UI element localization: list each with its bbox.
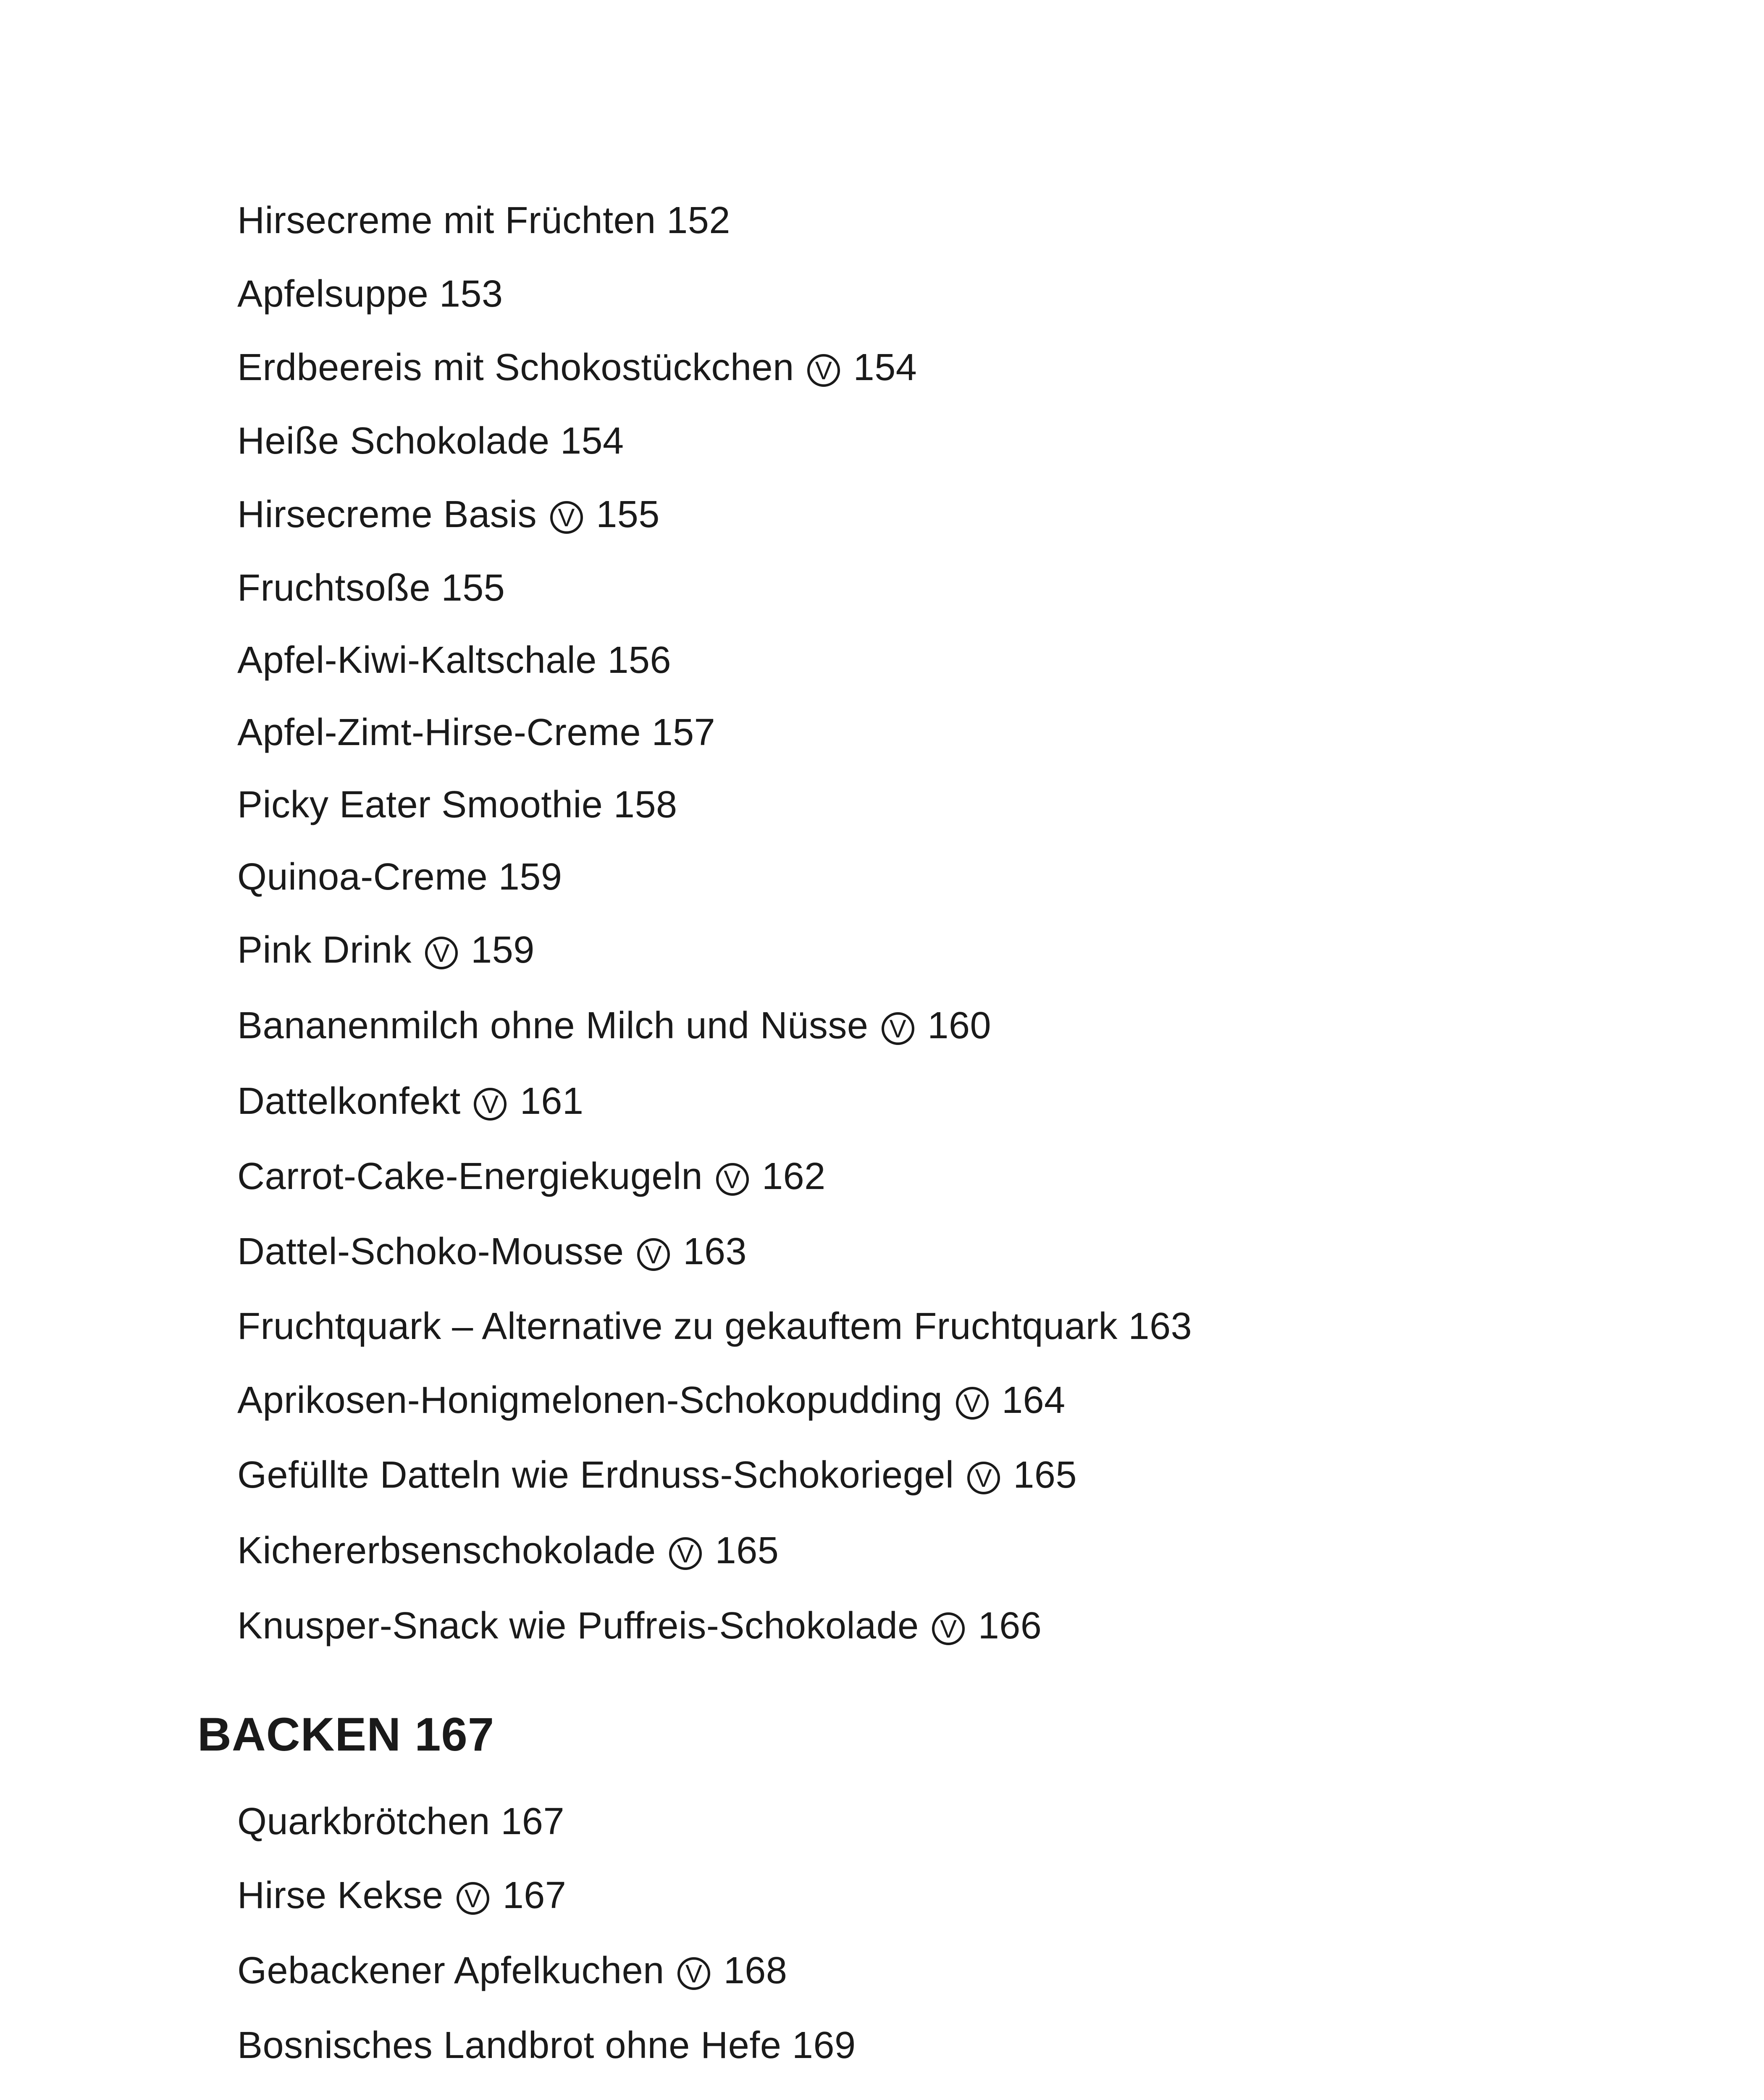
entry-title: Heiße Schokolade — [237, 420, 550, 462]
entry-title: Gebackener Apfelkuchen — [237, 1950, 664, 1992]
entry-title: Dattel-Schoko-Mousse — [237, 1231, 624, 1273]
entry-page-number: 163 — [683, 1231, 747, 1273]
vegan-icon: V — [956, 1387, 989, 1420]
entry-page-number: 153 — [439, 273, 503, 315]
toc-entry — [237, 782, 677, 828]
entry-page-number: 155 — [441, 567, 505, 609]
toc-entry — [237, 491, 660, 538]
toc-entry — [237, 344, 917, 391]
entry-title: Fruchtsoße — [237, 567, 431, 609]
entry-title: Aprikosen-Honigmelonen-Schokopudding — [237, 1379, 943, 1421]
vegan-icon: V — [669, 1537, 702, 1570]
toc-entry — [237, 2022, 856, 2068]
vegan-icon: V — [677, 1957, 710, 1990]
entry-page-number: 165 — [1013, 1454, 1077, 1496]
entry-page-number: 164 — [1002, 1379, 1066, 1421]
entry-title: Bananenmilch ohne Milch und Nüsse — [237, 1005, 869, 1047]
entry-title: Hirse Kekse — [237, 1874, 444, 1916]
vegan-icon: V — [807, 354, 840, 387]
toc-entry — [237, 854, 562, 900]
toc-entry — [237, 1452, 1077, 1498]
vegan-icon: V — [457, 1882, 489, 1915]
entry-page-number: 169 — [792, 2024, 856, 2066]
entry-page-number: 159 — [498, 856, 562, 898]
entry-page-number: 157 — [651, 711, 716, 753]
entry-title: Picky Eater Smoothie — [237, 784, 603, 826]
entry-page-number: 167 — [501, 1801, 565, 1843]
section-heading-backen — [197, 1707, 494, 1762]
toc-entry — [237, 709, 715, 756]
toc-entry — [237, 1948, 787, 1994]
entry-page-number: 152 — [667, 200, 730, 242]
entry-title: Carrot-Cake-Energiekugeln — [237, 1155, 703, 1197]
entry-title: Erdbeereis mit Schokostückchen — [237, 346, 794, 388]
section-title: BACKEN — [197, 1708, 402, 1761]
entry-title: Apfel-Kiwi-Kaltschale — [237, 639, 597, 681]
toc-entry — [237, 637, 671, 683]
toc-entry — [237, 1377, 1066, 1423]
toc-entry — [237, 1528, 779, 1574]
entry-page-number: 154 — [560, 420, 624, 462]
entry-page-number: 165 — [715, 1530, 779, 1572]
entry-title: Fruchtquark – Alternative zu gekauftem Fruchtquark — [237, 1305, 1118, 1347]
entry-page-number: 154 — [853, 346, 917, 388]
toc-entry — [237, 927, 535, 973]
entry-title: Quarkbrötchen — [237, 1801, 490, 1843]
entry-title: Dattelkonfekt — [237, 1080, 461, 1122]
toc-entry — [237, 1228, 747, 1275]
vegan-icon: V — [425, 937, 458, 969]
entry-title: Pink Drink — [237, 929, 412, 971]
toc-entry — [237, 565, 505, 611]
entry-page-number: 155 — [596, 494, 660, 536]
vegan-icon: V — [716, 1163, 749, 1196]
entry-title: Quinoa-Creme — [237, 856, 488, 898]
entry-page-number: 163 — [1128, 1305, 1192, 1347]
entry-page-number: 160 — [927, 1005, 992, 1047]
entry-title: Kichererbsenschokolade — [237, 1530, 656, 1572]
entry-page-number: 168 — [723, 1950, 788, 1992]
entry-title: Knusper-Snack wie Puffreis-Schokolade — [237, 1605, 919, 1647]
toc-entry — [237, 1303, 1192, 1349]
vegan-icon: V — [637, 1238, 670, 1271]
section-page-number: 167 — [415, 1708, 495, 1761]
entry-page-number: 167 — [502, 1874, 567, 1916]
entry-page-number: 156 — [607, 639, 672, 681]
entry-title: Hirsecreme Basis — [237, 494, 537, 536]
entry-title: Apfel-Zimt-Hirse-Creme — [237, 711, 641, 753]
entry-page-number: 159 — [471, 929, 535, 971]
toc-entry — [237, 1153, 826, 1200]
entry-title: Hirsecreme mit Früchten — [237, 200, 656, 242]
entry-page-number: 162 — [762, 1155, 826, 1197]
vegan-icon: V — [932, 1612, 965, 1645]
toc-entry — [237, 1078, 583, 1124]
entry-page-number: 161 — [520, 1080, 584, 1122]
vegan-icon: V — [882, 1012, 914, 1045]
entry-page-number: 166 — [978, 1605, 1042, 1647]
vegan-icon: V — [967, 1462, 1000, 1494]
entry-title: Gefüllte Datteln wie Erdnuss-Schokoriegel — [237, 1454, 954, 1496]
vegan-icon: V — [474, 1088, 507, 1121]
toc-entry — [237, 1798, 564, 1845]
entry-page-number: 158 — [613, 784, 677, 826]
toc-entry — [237, 418, 624, 464]
toc-entry — [237, 271, 503, 317]
toc-entry — [237, 1872, 566, 1919]
toc-entry — [237, 1603, 1042, 1649]
toc-entry — [237, 1003, 991, 1049]
toc-entry — [237, 197, 730, 244]
vegan-icon: V — [550, 501, 583, 534]
entry-title: Apfelsuppe — [237, 273, 429, 315]
entry-title: Bosnisches Landbrot ohne Hefe — [237, 2024, 782, 2066]
